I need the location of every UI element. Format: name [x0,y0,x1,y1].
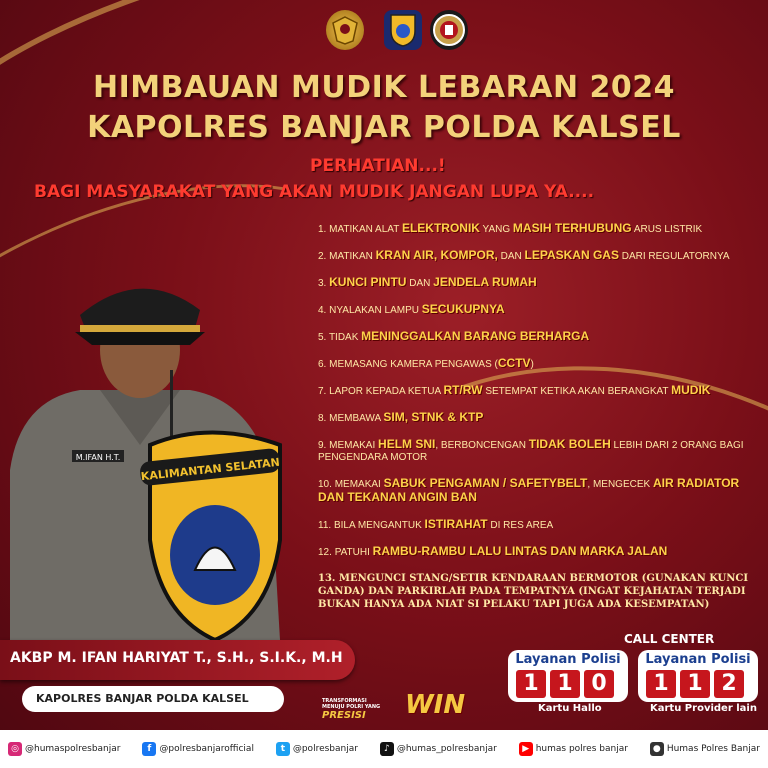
rule-emphasis: SECUKUPNYA [421,302,505,316]
rule-text: MEMBAWA [329,413,384,424]
rule-text: ARUS LISTRIK [631,224,703,235]
instagram-icon: ◎ [8,742,22,756]
rule-text: MENGUNCI STANG/SETIR KENDARAAN BERMOTOR (GUNAKAN KUNCI GANDA) DAN PARKIRLAH PADA TEMPATNYA (INGAT KEJAHATAN TERJADI BUKAN HANYA ADA NIAT SI PELAKU TAPI JUGA ADA KESEMPATAN) [318,573,749,610]
officer-title-bar [22,686,284,712]
chat-icon: ● [650,742,664,756]
rule-emphasis: LEPASKAN GAS [524,248,619,262]
win-logo: WIN [405,690,466,720]
headline-line-2: KAPOLRES BANJAR POLDA KALSEL [87,110,681,145]
shield-banner-text: KALIMANTAN SELATAN [140,455,281,484]
rule-text: MATIKAN [329,251,376,262]
rule-emphasis: MUDIK [671,383,711,397]
rule-emphasis: RT/RW [443,383,483,397]
presisi-logo [310,692,390,720]
rule-text: ) [530,359,534,370]
rule-number: 9. [318,440,330,451]
hotline-card-110[interactable] [508,650,628,702]
hotline-digit: 1 [550,670,580,698]
rule-item [318,357,758,371]
rule-item [318,477,758,505]
social-handle[interactable] [142,742,254,756]
hotline-digit: 2 [714,670,744,698]
social-handle-text: @humaspolresbanjar [25,744,121,754]
social-handle-text: Humas Polres Banjar [666,744,760,754]
social-handle-text: humas polres banjar [535,744,628,754]
rules-list [318,222,758,624]
rule-text: SETEMPAT KETIKA AKAN BERANGKAT [482,386,672,397]
officer-name: AKBP M. IFAN HARIYAT T., S.H., S.I.K., M.H [10,650,343,666]
rule-item [318,303,758,317]
social-footer [0,730,768,768]
rule-item [318,518,758,532]
social-handle[interactable] [650,742,760,756]
rule-emphasis: KUNCI PINTU [329,275,407,289]
polres-shield-icon [384,10,422,50]
rule-item [318,572,758,611]
rule-emphasis: ELEKTRONIK [401,221,480,235]
subheadline: BAGI MASYARAKAT YANG AKAN MUDIK JANGAN LUPA YA.... [34,182,595,202]
hotline-digit: 1 [680,670,710,698]
social-handle[interactable] [380,742,497,756]
twitter-icon: t [276,742,290,756]
social-handle-text: @polresbanjar [292,744,358,754]
rule-item [318,545,758,559]
rule-item [318,411,758,425]
rule-emphasis: SIM, STNK & KTP [383,410,484,424]
social-handle-text: @humas_polresbanjar [396,744,497,754]
hotline-digit: 1 [646,670,676,698]
rule-item [318,330,758,344]
rule-emphasis: MENINGGALKAN BARANG BERHARGA [361,329,590,343]
social-handle-text: @polresbanjarofficial [159,744,254,754]
rule-emphasis: SABUK PENGAMAN / SAFETYBELT [383,476,588,490]
rule-number: 5. [318,332,329,343]
rule-emphasis: TIDAK BOLEH [528,437,611,451]
social-handle[interactable] [276,742,358,756]
headline-line-1: HIMBAUAN MUDIK LEBARAN 2024 [92,70,676,105]
rule-item [318,384,758,398]
rule-item [318,249,758,263]
rule-emphasis: HELM SNI [378,437,436,451]
rule-text: YANG [479,224,513,235]
rule-number: 13. [318,573,339,584]
rule-text: DAN [406,278,434,289]
rule-item [318,438,758,464]
hotline-digit: 0 [584,670,614,698]
police-emblem-icon [326,10,364,50]
social-handle[interactable] [8,742,120,756]
facebook-icon: f [142,742,156,756]
rule-text: NYALAKAN LAMPU [329,305,422,316]
rule-number: 3. [318,278,330,289]
hotline-sub-110: Kartu Hallo [538,703,602,714]
rule-number: 7. [318,386,330,397]
rule-number: 2. [318,251,330,262]
rule-number: 4. [318,305,330,316]
hotline-label: Layanan Polisi [645,652,751,667]
rule-text: LAPOR KEPADA KETUA [329,386,444,397]
rule-text: PATUHI [334,547,373,558]
rule-number: 8. [318,413,330,424]
rule-number: 1. [318,224,330,235]
rule-text: DAN [497,251,525,262]
rule-text: , BERBONCENGAN [435,440,529,451]
rule-emphasis: ISTIRAHAT [424,517,488,531]
hotline-card-112[interactable] [638,650,758,702]
youtube-icon: ▶ [519,742,533,756]
rule-number: 12. [318,547,335,558]
rule-number: 6. [318,359,330,370]
rule-text: MATIKAN ALAT [329,224,402,235]
rule-number: 11. [318,520,334,531]
officer-photo [0,270,300,640]
officer-title: KAPOLRES BANJAR POLDA KALSEL [36,692,249,705]
call-center-label: CALL CENTER [624,632,715,646]
tiktok-icon: ♪ [380,742,394,756]
rule-item [318,276,758,290]
rule-emphasis: KRAN AIR, KOMPOR, [375,248,498,262]
rule-item [318,222,758,236]
rule-emphasis: MASIH TERHUBUNG [512,221,632,235]
officer-name-bar [0,640,355,680]
rule-emphasis: CCTV [497,356,531,370]
rule-number: 10. [318,479,335,490]
presisi-wordmark: PRESISI [322,710,366,721]
rule-text: BILA MENGANTUK [333,520,425,531]
rule-text: DARI REGULATORNYA [618,251,730,262]
rule-emphasis: AIR RADIATOR DAN TEKANAN ANGIN BAN [318,476,740,504]
rule-emphasis: RAMBU-RAMBU LALU LINTAS DAN MARKA JALAN [372,544,668,558]
attention-text: PERHATIAN...! [310,156,446,176]
rule-emphasis: JENDELA RUMAH [433,275,537,289]
rule-text: DI RES AREA [487,520,554,531]
rule-text: MEMAKAI [334,479,384,490]
presisi-tagline: TRANSFORMASI MENUJU POLRI YANG [322,698,381,710]
hotline-digit: 1 [516,670,546,698]
officer-nametag: M.IFAN H.T. [75,453,121,462]
rule-text: , MENGECEK [587,479,653,490]
hotline-sub-112: Kartu Provider lain [650,703,757,714]
rule-text: MEMAKAI [329,440,379,451]
rule-text: TIDAK [328,332,362,343]
rule-text: LEBIH DARI 2 ORANG BAGI PENGENDARA MOTOR [318,440,744,463]
rule-text: MEMASANG KAMERA PENGAWAS ( [329,359,498,370]
social-handle[interactable] [519,742,628,756]
hotline-label: Layanan Polisi [515,652,621,667]
unit-emblem-icon [430,10,468,50]
